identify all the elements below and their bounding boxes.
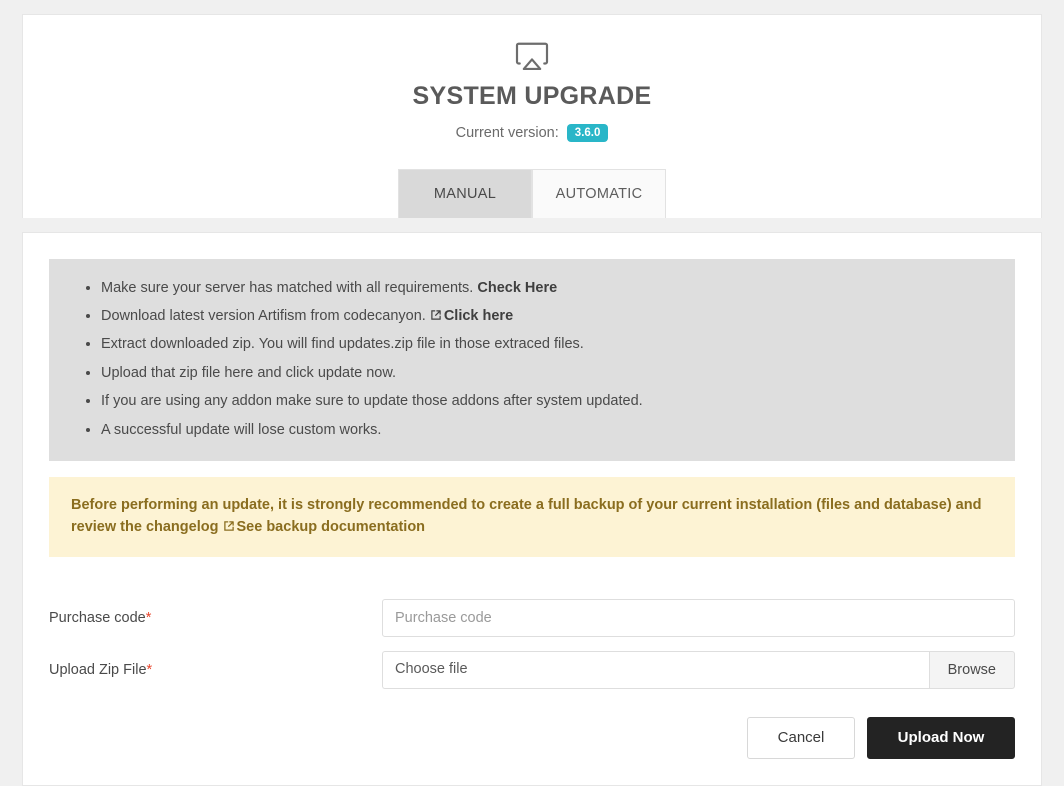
cancel-button[interactable]: Cancel bbox=[747, 717, 855, 759]
instructions-list bbox=[71, 277, 993, 442]
purchase-code-label bbox=[49, 610, 382, 626]
list-item: • Upload that zip file here and click update now. bbox=[101, 362, 993, 384]
upgrade-body-card bbox=[22, 232, 1042, 786]
check-here-link[interactable]: Check Here bbox=[477, 279, 558, 296]
upload-now-button[interactable]: Upload Now bbox=[867, 717, 1015, 759]
required-mark: * bbox=[145, 609, 152, 626]
external-link-icon bbox=[223, 520, 235, 532]
list-item: • Extract downloaded zip. You will find updates.zip file in those extraced files. bbox=[101, 333, 993, 355]
list-item: • A successful update will lose custom works. bbox=[101, 419, 993, 441]
upload-zip-row bbox=[49, 651, 1015, 689]
purchase-code-row bbox=[49, 599, 1015, 637]
upload-zip-control bbox=[382, 651, 1015, 689]
current-version-label: Current version: bbox=[455, 124, 559, 141]
browse-button[interactable]: Browse bbox=[929, 651, 1015, 689]
version-badge: 3.6.0 bbox=[567, 124, 609, 142]
upgrade-tabs bbox=[43, 169, 1021, 218]
upgrade-form bbox=[49, 599, 1015, 759]
backup-documentation-link[interactable]: See backup documentation bbox=[236, 519, 426, 536]
list-item bbox=[101, 277, 993, 299]
instructions-box bbox=[49, 259, 1015, 462]
purchase-code-label-text: Purchase code bbox=[49, 609, 146, 626]
backup-warning-box bbox=[49, 477, 1015, 557]
tab-manual[interactable]: MANUAL bbox=[398, 169, 532, 218]
upload-zip-label-text: Upload Zip File bbox=[49, 661, 147, 678]
list-item: • If you are using any addon make sure to update those addons after system updated. bbox=[101, 390, 993, 412]
backup-warning-text: Before performing an update, it is strongly recommended to create a full backup of your current installation (files and database) and review the changelog bbox=[71, 497, 982, 536]
upload-zip-label bbox=[49, 662, 382, 678]
file-input-group bbox=[382, 651, 1015, 689]
external-link-icon bbox=[430, 309, 442, 321]
required-mark: * bbox=[146, 661, 153, 678]
airplay-upgrade-icon bbox=[515, 41, 549, 71]
list-item bbox=[101, 305, 993, 327]
tab-automatic[interactable]: AUTOMATIC bbox=[532, 169, 666, 218]
instruction-text: Download latest version Artifism from codecanyon. bbox=[101, 307, 430, 324]
current-version-line bbox=[43, 125, 1021, 143]
form-actions bbox=[49, 717, 1015, 759]
instruction-text: Make sure your server has matched with all requirements. bbox=[101, 279, 478, 296]
upgrade-header-card bbox=[22, 14, 1042, 218]
click-here-link[interactable]: Click here bbox=[443, 307, 514, 324]
page-title: SYSTEM UPGRADE bbox=[412, 82, 652, 110]
purchase-code-input[interactable] bbox=[382, 599, 1015, 637]
file-name-display[interactable]: Choose file bbox=[382, 651, 929, 689]
purchase-code-control bbox=[382, 599, 1015, 637]
